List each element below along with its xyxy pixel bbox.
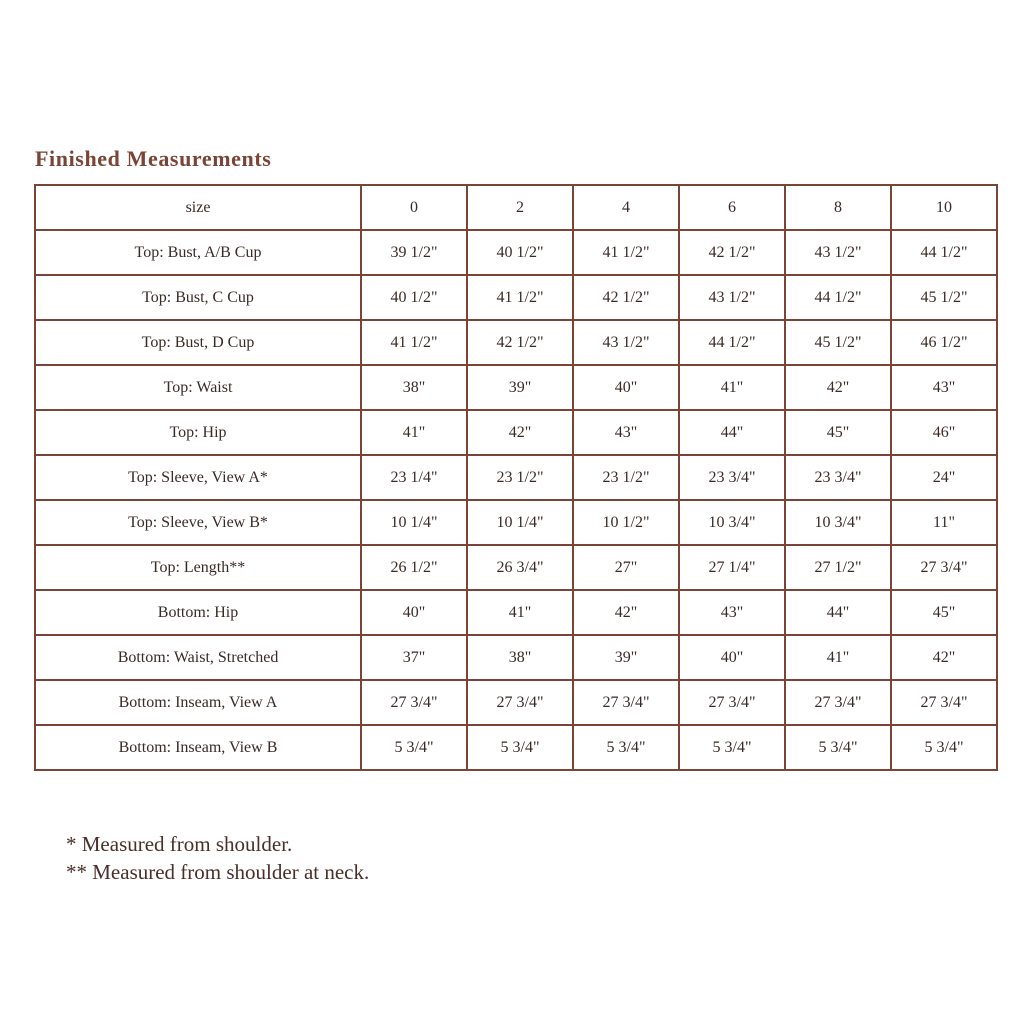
measurement-cell: 10 1/4" — [361, 500, 467, 545]
measurement-cell: 10 3/4" — [679, 500, 785, 545]
row-label: Bottom: Waist, Stretched — [35, 635, 361, 680]
footnote-single-asterisk: * Measured from shoulder. — [66, 832, 293, 856]
row-label: Top: Sleeve, View A* — [35, 455, 361, 500]
measurement-cell: 45" — [891, 590, 997, 635]
measurement-cell: 44" — [679, 410, 785, 455]
measurement-cell: 46 1/2" — [891, 320, 997, 365]
measurement-cell: 5 3/4" — [785, 725, 891, 770]
measurement-cell: 42" — [891, 635, 997, 680]
measurement-cell: 45" — [785, 410, 891, 455]
measurement-cell: 42 1/2" — [679, 230, 785, 275]
measurement-cell: 27 3/4" — [467, 680, 573, 725]
measurement-cell: 5 3/4" — [361, 725, 467, 770]
measurement-cell: 23 3/4" — [785, 455, 891, 500]
footnote-double-asterisk: ** Measured from shoulder at neck. — [66, 860, 370, 884]
table-row — [35, 275, 997, 320]
measurement-cell: 23 1/4" — [361, 455, 467, 500]
measurement-cell: 27 3/4" — [785, 680, 891, 725]
measurement-cell: 10 1/4" — [467, 500, 573, 545]
measurement-cell: 38" — [361, 365, 467, 410]
measurement-cell: 42" — [785, 365, 891, 410]
measurement-cell: 46" — [891, 410, 997, 455]
table-row — [35, 410, 997, 455]
measurement-cell: 44" — [785, 590, 891, 635]
measurement-cell: 40 1/2" — [467, 230, 573, 275]
header-cell-size-10: 10 — [891, 185, 997, 230]
measurement-cell: 40" — [679, 635, 785, 680]
measurement-cell: 26 3/4" — [467, 545, 573, 590]
measurement-cell: 27" — [573, 545, 679, 590]
table-row — [35, 545, 997, 590]
row-label: Top: Waist — [35, 365, 361, 410]
measurements-table — [34, 184, 998, 771]
header-cell-size-8: 8 — [785, 185, 891, 230]
header-cell-size: size — [35, 185, 361, 230]
measurement-cell: 27 3/4" — [573, 680, 679, 725]
measurement-cell: 27 1/4" — [679, 545, 785, 590]
row-label: Top: Bust, A/B Cup — [35, 230, 361, 275]
row-label: Top: Bust, D Cup — [35, 320, 361, 365]
measurement-cell: 39" — [573, 635, 679, 680]
measurement-cell: 41 1/2" — [361, 320, 467, 365]
row-label: Bottom: Inseam, View A — [35, 680, 361, 725]
measurement-cell: 45 1/2" — [891, 275, 997, 320]
row-label: Bottom: Inseam, View B — [35, 725, 361, 770]
row-label: Top: Hip — [35, 410, 361, 455]
measurement-cell: 10 3/4" — [785, 500, 891, 545]
measurement-cell: 23 1/2" — [573, 455, 679, 500]
row-label: Top: Bust, C Cup — [35, 275, 361, 320]
row-label: Bottom: Hip — [35, 590, 361, 635]
measurement-cell: 40" — [361, 590, 467, 635]
measurement-cell: 37" — [361, 635, 467, 680]
table-row — [35, 500, 997, 545]
table-body — [35, 230, 997, 770]
measurement-cell: 41 1/2" — [573, 230, 679, 275]
measurement-cell: 44 1/2" — [679, 320, 785, 365]
measurement-cell: 42" — [467, 410, 573, 455]
measurement-cell: 41" — [785, 635, 891, 680]
measurement-cell: 23 1/2" — [467, 455, 573, 500]
measurement-cell: 39 1/2" — [361, 230, 467, 275]
measurement-cell: 40 1/2" — [361, 275, 467, 320]
measurement-cell: 43 1/2" — [679, 275, 785, 320]
measurement-cell: 43 1/2" — [785, 230, 891, 275]
measurement-cell: 27 3/4" — [891, 680, 997, 725]
measurement-cell: 45 1/2" — [785, 320, 891, 365]
measurement-cell: 5 3/4" — [679, 725, 785, 770]
measurement-cell: 27 3/4" — [361, 680, 467, 725]
table-header-row — [35, 185, 997, 230]
measurement-cell: 42 1/2" — [573, 275, 679, 320]
measurement-cell: 5 3/4" — [467, 725, 573, 770]
measurement-cell: 42 1/2" — [467, 320, 573, 365]
table-row — [35, 590, 997, 635]
table-row — [35, 725, 997, 770]
measurement-cell: 43" — [679, 590, 785, 635]
measurement-cell: 27 1/2" — [785, 545, 891, 590]
measurement-cell: 5 3/4" — [891, 725, 997, 770]
measurement-cell: 41" — [679, 365, 785, 410]
measurement-cell: 39" — [467, 365, 573, 410]
header-cell-size-6: 6 — [679, 185, 785, 230]
header-cell-size-4: 4 — [573, 185, 679, 230]
measurement-cell: 38" — [467, 635, 573, 680]
header-cell-size-2: 2 — [467, 185, 573, 230]
page-title: Finished Measurements — [35, 146, 272, 171]
measurement-cell: 43" — [891, 365, 997, 410]
table-row — [35, 320, 997, 365]
measurement-cell: 43" — [573, 410, 679, 455]
row-label: Top: Sleeve, View B* — [35, 500, 361, 545]
table-row — [35, 230, 997, 275]
measurement-cell: 41 1/2" — [467, 275, 573, 320]
measurement-cell: 27 3/4" — [891, 545, 997, 590]
measurement-cell: 11" — [891, 500, 997, 545]
measurement-cell: 26 1/2" — [361, 545, 467, 590]
row-label: Top: Length** — [35, 545, 361, 590]
measurement-cell: 40" — [573, 365, 679, 410]
measurement-cell: 44 1/2" — [891, 230, 997, 275]
measurement-cell: 41" — [361, 410, 467, 455]
measurement-cell: 10 1/2" — [573, 500, 679, 545]
footnotes — [66, 830, 369, 886]
table-row — [35, 455, 997, 500]
table-row — [35, 365, 997, 410]
header-cell-size-0: 0 — [361, 185, 467, 230]
measurement-cell: 44 1/2" — [785, 275, 891, 320]
measurement-cell: 41" — [467, 590, 573, 635]
table-row — [35, 635, 997, 680]
measurement-cell: 23 3/4" — [679, 455, 785, 500]
measurement-cell: 5 3/4" — [573, 725, 679, 770]
measurement-cell: 43 1/2" — [573, 320, 679, 365]
table-row — [35, 680, 997, 725]
measurement-cell: 27 3/4" — [679, 680, 785, 725]
measurement-cell: 24" — [891, 455, 997, 500]
measurement-cell: 42" — [573, 590, 679, 635]
